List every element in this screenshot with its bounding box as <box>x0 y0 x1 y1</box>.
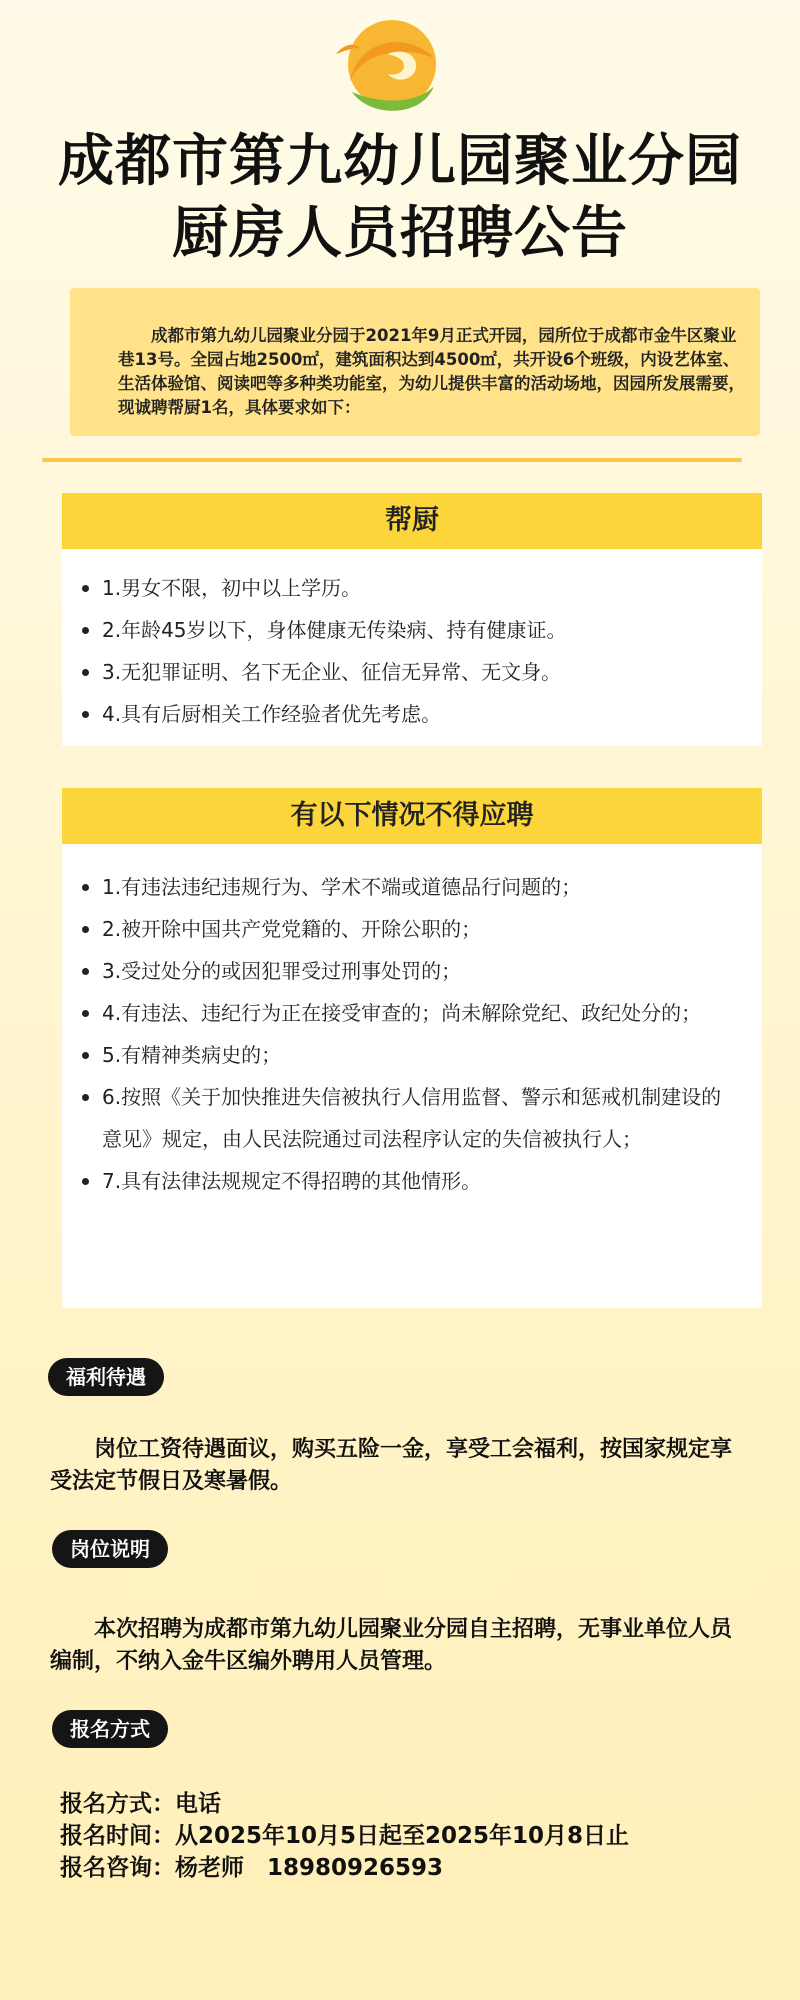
exclusions-heading: 有以下情况不得应聘 <box>62 788 762 844</box>
position-label: 岗位说明 <box>52 1530 168 1568</box>
list-item: 2.被开除中国共产党党籍的、开除公职的； <box>62 908 762 950</box>
list-item: 7.具有法律法规规定不得招聘的其他情形。 <box>62 1160 762 1202</box>
benefits-label: 福利待遇 <box>48 1358 164 1396</box>
position-text: 本次招聘为成都市第九幼儿园聚业分园自主招聘，无事业单位人员编制，不纳入金牛区编外聘用人员管理。 <box>50 1617 733 1674</box>
page-title-line2: 厨房人员招聘公告 <box>172 201 628 266</box>
list-item: 3.受过处分的或因犯罪受过刑事处罚的； <box>62 950 762 992</box>
requirements-list <box>62 549 762 735</box>
signup-time: 报名时间：从2025年10月5日起至2025年10月8日止 <box>60 1823 630 1849</box>
list-item: 3.无犯罪证明、名下无企业、征信无异常、无文身。 <box>62 651 762 693</box>
divider <box>42 458 742 462</box>
intro-text: 成都市第九幼儿园聚业分园于2021年9月正式开园，园所位于成都市金牛区聚业巷13号。全园占地2500㎡，建筑面积达到4500㎡，共开设6个班级，内设艺体室、生活体验馆、阅读吧等多种类功能室，为幼儿提供丰富的活动场地，因园所发展需要，现诚聘帮厨1名，具体要求如下： <box>118 326 745 417</box>
exclusions-card <box>62 788 762 1308</box>
exclusions-list <box>62 844 762 1202</box>
list-item: 2.年龄45岁以下，身体健康无传染病、持有健康证。 <box>62 609 762 651</box>
list-item: 6.按照《关于加快推进失信被执行人信用监督、警示和惩戒机制建设的意见》规定，由人民法院通过司法程序认定的失信被执行人； <box>62 1076 762 1160</box>
intro-box <box>70 288 760 436</box>
signup-label: 报名方式 <box>52 1710 168 1748</box>
list-item: 1.有违法违纪违规行为、学术不端或道德品行问题的； <box>62 866 762 908</box>
requirements-heading: 帮厨 <box>62 493 762 549</box>
list-item: 5.有精神类病史的； <box>62 1034 762 1076</box>
benefits-text: 岗位工资待遇面议，购买五险一金，享受工会福利，按国家规定享受法定节假日及寒暑假。 <box>50 1437 733 1494</box>
kindergarten-logo-icon <box>330 14 450 126</box>
requirements-card <box>62 493 762 746</box>
list-item: 1.男女不限，初中以上学历。 <box>62 567 762 609</box>
signup-consult: 报名咨询：杨老师 18980926593 <box>60 1855 444 1881</box>
list-item: 4.有违法、违纪行为正在接受审查的；尚未解除党纪、政纪处分的； <box>62 992 762 1034</box>
signup-details <box>60 1788 629 1884</box>
signup-method: 报名方式：电话 <box>60 1791 221 1817</box>
list-item: 4.具有后厨相关工作经验者优先考虑。 <box>62 693 762 735</box>
page-title-line1: 成都市第九幼儿园聚业分园 <box>58 129 742 194</box>
